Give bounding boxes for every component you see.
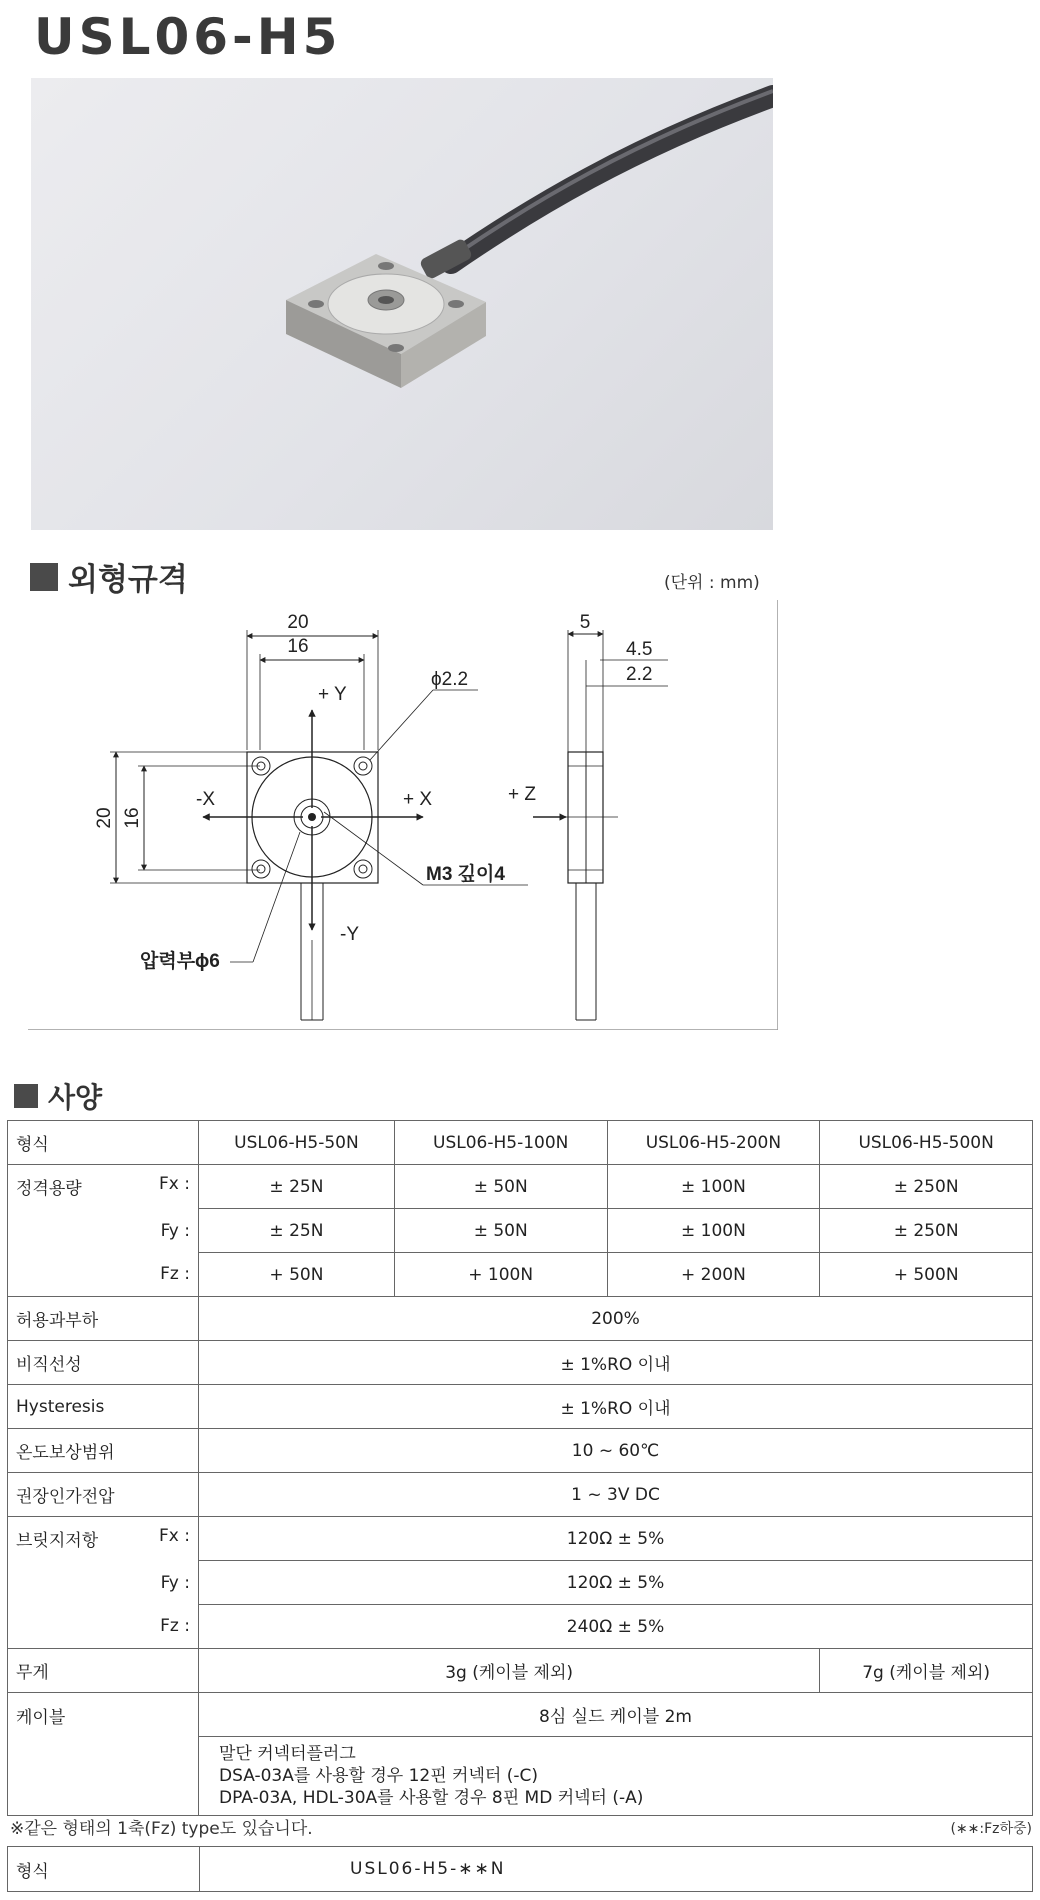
connector-line-3: DPA-03A, HDL-30A를 사용할 경우 8핀 MD 커넥터 (-A) (219, 1788, 644, 1808)
hyst-value: ± 1%RO 이내 (199, 1385, 1033, 1429)
connector-cell (199, 1737, 1033, 1816)
table-row (8, 1253, 1033, 1297)
product-photo (31, 78, 773, 530)
table-row (8, 1561, 1033, 1605)
table-row (8, 1385, 1033, 1429)
plus-y-label: + Y (318, 684, 347, 705)
table-row (8, 1209, 1033, 1253)
bridge-fy-value: 120Ω ± 5% (199, 1561, 1033, 1605)
phi-label: ϕ2.2 (431, 669, 469, 690)
rated-fy-50: ± 25N (199, 1209, 395, 1253)
heading-square-icon (30, 563, 58, 591)
m3-label: M3 깊이4 (426, 864, 505, 885)
side-dim-22: 2.2 (626, 664, 653, 685)
rated-fz-50: + 50N (199, 1253, 395, 1297)
heading-square-icon (14, 1084, 38, 1108)
plus-x-label: + X (403, 789, 433, 810)
model-500n: USL06-H5-500N (820, 1121, 1033, 1165)
table-row (8, 1165, 1033, 1209)
fz-label: Fz : (160, 1264, 190, 1285)
volt-value: 1 ~ 3V DC (199, 1473, 1033, 1517)
table-row (8, 1847, 1033, 1892)
rated-label: 정격용량 (16, 1179, 82, 1200)
connector-line-2: DSA-03A를 사용할 경우 12핀 커넥터 (-C) (219, 1766, 538, 1786)
dim-20-left: 20 (94, 807, 115, 829)
dim-16-top: 16 (287, 636, 309, 657)
unit-label: (단위 : mm) (664, 573, 760, 593)
volt-label: 권장인가전압 (8, 1473, 199, 1517)
overload-label: 허용과부하 (8, 1297, 199, 1341)
plus-z-label: + Z (508, 784, 536, 805)
table-row (8, 1429, 1033, 1473)
spec-section-heading (14, 1076, 102, 1116)
table-row (8, 1693, 1033, 1737)
dim-20-top: 20 (287, 612, 309, 633)
model-100n: USL06-H5-100N (394, 1121, 607, 1165)
bridge-fz-value: 240Ω ± 5% (199, 1605, 1033, 1649)
connector-line-1: 말단 커넥터플러그 (219, 1744, 356, 1764)
rated-fx-500: ± 250N (820, 1165, 1033, 1209)
table-row (8, 1341, 1033, 1385)
overload-value: 200% (199, 1297, 1033, 1341)
side-dim-5: 5 (579, 612, 591, 633)
temp-label: 온도보상범위 (8, 1429, 199, 1473)
footnote: ※같은 형태의 1축(Fz) type도 있습니다. (10, 1819, 313, 1839)
rated-fx-100: ± 50N (394, 1165, 607, 1209)
spec-table (7, 1120, 1033, 1816)
minus-x-label: -X (196, 789, 215, 810)
pressure-label: 압력부ϕ6 (140, 951, 220, 972)
weight-b-value: 7g (케이블 제외) (820, 1649, 1033, 1693)
dims-heading-text: 외형규격 (68, 562, 188, 598)
rated-fx-50: ± 25N (199, 1165, 395, 1209)
table-row (8, 1649, 1033, 1693)
nonlin-label: 비직선성 (8, 1341, 199, 1385)
footnote-right: (∗∗:Fz하중) (950, 1821, 1032, 1837)
fx-label: Fx : (159, 1174, 190, 1195)
dims-section-heading (30, 554, 188, 599)
rated-fy-500: ± 250N (820, 1209, 1033, 1253)
fy-label: Fy : (160, 1220, 190, 1241)
side-dim-45: 4.5 (626, 639, 653, 660)
nonlin-value: ± 1%RO 이내 (199, 1341, 1033, 1385)
model-50n: USL06-H5-50N (199, 1121, 395, 1165)
table-row (8, 1121, 1033, 1165)
model-row-label: 형식 (8, 1847, 200, 1892)
fz-label: Fz : (160, 1616, 190, 1637)
model-label: 형식 (8, 1121, 199, 1165)
cable-label: 케이블 (8, 1693, 199, 1816)
rated-fz-500: + 500N (820, 1253, 1033, 1297)
minus-y-label: -Y (340, 924, 359, 945)
weight-label: 무게 (8, 1649, 199, 1693)
hyst-label: Hysteresis (8, 1385, 199, 1429)
model-200n: USL06-H5-200N (607, 1121, 820, 1165)
cable-value: 8심 실드 케이블 2m (199, 1693, 1033, 1737)
temp-value: 10 ~ 60℃ (199, 1429, 1033, 1473)
table-row (8, 1297, 1033, 1341)
dim-16-left: 16 (122, 807, 143, 829)
bridge-label: 브릿지저항 (16, 1531, 99, 1552)
rated-fz-100: + 100N (394, 1253, 607, 1297)
table-row (8, 1605, 1033, 1649)
page-title: USL06-H5 (34, 8, 342, 66)
rated-fz-200: + 200N (607, 1253, 820, 1297)
bridge-fx-value: 120Ω ± 5% (199, 1517, 1033, 1561)
rated-fy-100: ± 50N (394, 1209, 607, 1253)
weight-a-value: 3g (케이블 제외) (199, 1649, 820, 1693)
spec-heading-text: 사양 (48, 1081, 103, 1114)
table-row (8, 1517, 1033, 1561)
model-table (7, 1846, 1033, 1892)
rated-fy-200: ± 100N (607, 1209, 820, 1253)
model-row-value: USL06-H5-∗∗N (200, 1847, 1033, 1892)
fx-label: Fx : (159, 1526, 190, 1547)
table-row (8, 1473, 1033, 1517)
fy-label: Fy : (160, 1572, 190, 1593)
dimension-drawing (28, 600, 778, 1030)
rated-fx-200: ± 100N (607, 1165, 820, 1209)
